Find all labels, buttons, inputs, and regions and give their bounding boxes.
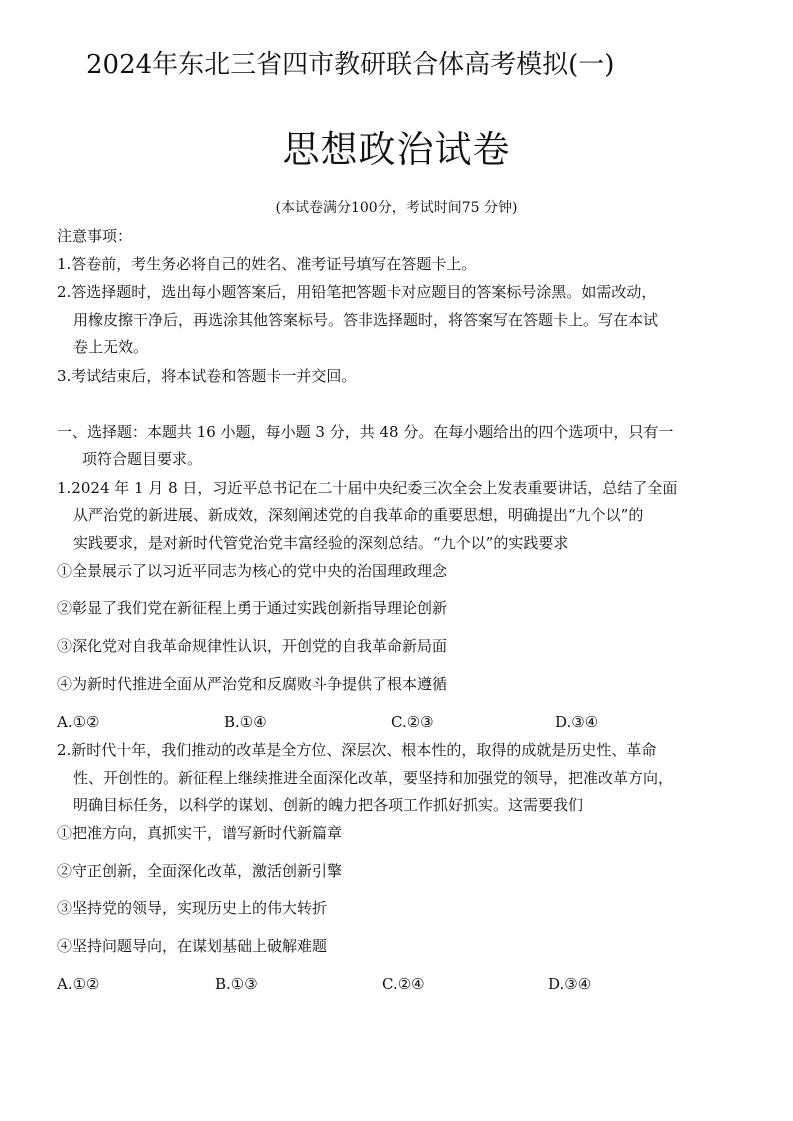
note-line: 1.答卷前，考生务必将自己的姓名、准考证号填写在答题卡上。	[57, 255, 477, 273]
answer-option-a: A.①②	[57, 713, 100, 731]
statement: ①把准方向，真抓实干，谱写新时代新篇章	[57, 824, 343, 842]
note-line: 2.答选择题时，选出每小题答案后，用铅笔把答题卡对应题目的答案标号涂黑。如需改动，	[57, 283, 657, 301]
answer-option-b: B.①④	[224, 713, 267, 731]
exam-title: 2024年东北三省四市教研联合体高考模拟(一)	[86, 50, 615, 80]
answer-option-c: C.②④	[382, 975, 425, 993]
question-stem-line: 性、开创性的。新征程上继续推进全面深化改革，要坚持和加强党的领导，把准改革方向，	[73, 769, 674, 787]
statement: ④坚持问题导向，在谋划基础上破解难题	[57, 937, 328, 955]
statement: ③坚持党的领导，实现历史上的伟大转折	[57, 899, 328, 917]
note-line: 3.考试结束后，将本试卷和答题卡一并交回。	[57, 367, 357, 385]
question-stem-line: 实践要求，是对新时代管党治党丰富经验的深刻总结。“九个以”的实践要求	[73, 534, 569, 552]
note-line: 卷上无效。	[73, 338, 149, 356]
answer-option-c: C.②③	[391, 713, 434, 731]
answer-option-a: A.①②	[57, 975, 100, 993]
statement: ②守正创新，全面深化改革，激活创新引擎	[57, 862, 343, 880]
statement: ④为新时代推进全面从严治党和反腐败斗争提供了根本遵循	[57, 675, 448, 693]
question-stem-line: 明确目标任务，以科学的谋划、创新的魄力把各项工作抓好抓实。这需要我们	[73, 796, 584, 814]
answer-option-b: B.①③	[215, 975, 258, 993]
statement: ①全景展示了以习近平同志为核心的党中央的治国理政理念	[57, 562, 448, 580]
question-stem-line: 1.2024 年 1 月 8 日，习近平总书记在二十届中央纪委三次全会上发表重要讲话，总结了全面	[57, 479, 678, 497]
question-stem-line: 从严治党的新进展、新成效，深刻阐述党的自我革命的重要思想，明确提出“九个以”的	[73, 506, 644, 524]
exam-info: (本试卷满分100分，考试时间75 分钟)	[275, 200, 518, 216]
answer-option-d: D.③④	[555, 713, 599, 731]
note-line: 用橡皮擦干净后，再选涂其他答案标号。答非选择题时，将答案写在答题卡上。写在本试	[73, 311, 659, 329]
statement: ③深化党对自我革命规律性认识，开创党的自我革命新局面	[57, 637, 448, 655]
section-heading-cont: 项符合题目要求。	[82, 450, 203, 468]
answer-option-d: D.③④	[548, 975, 592, 993]
question-stem-line: 2.新时代十年，我们推动的改革是全方位、深层次、根本性的，取得的成就是历史性、革命	[57, 741, 657, 759]
statement: ②彰显了我们党在新征程上勇于通过实践创新指导理论创新	[57, 599, 448, 617]
subject-title: 思想政治试卷	[282, 128, 511, 171]
notes-heading: 注意事项：	[57, 227, 133, 245]
section-heading: 一、选择题：本题共 16 小题，每小题 3 分，共 48 分。在每小题给出的四个选项中，只有一	[57, 423, 674, 441]
